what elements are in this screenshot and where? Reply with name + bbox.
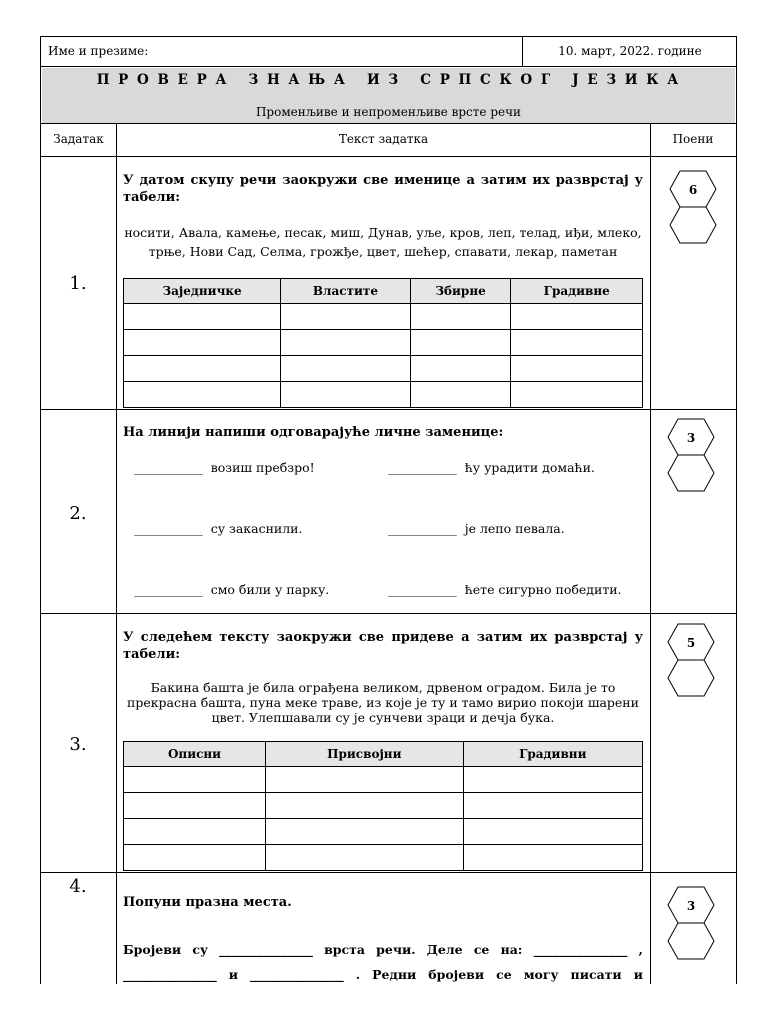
task2-item-1: [134, 460, 315, 475]
table-cell[interactable]: [124, 819, 266, 845]
task2-item-2: [388, 460, 595, 475]
item-text: је лепо певала.: [464, 521, 565, 536]
table-cell[interactable]: [463, 845, 642, 871]
table-cell[interactable]: [463, 793, 642, 819]
task3-para-2: прекрасна башта, пуна меке траве, из које је ту и тамо вирио покоји шарени: [127, 695, 639, 710]
task1-instruction: У датом скупу речи заокружи све именице а затим их разврстај у табели:: [123, 173, 643, 205]
word: на:: [500, 942, 523, 957]
table-cell[interactable]: [281, 356, 411, 382]
task3-col-possessive: Присвојни: [266, 742, 464, 767]
blank-line[interactable]: _______________: [123, 967, 217, 982]
task4-number: 4.: [69, 876, 87, 897]
word: .: [355, 967, 361, 982]
task4-row-2: [123, 967, 643, 982]
table-cell[interactable]: [266, 819, 464, 845]
table-cell[interactable]: [124, 767, 266, 793]
table-cell[interactable]: [410, 304, 511, 330]
task1-col-material: Градивне: [511, 279, 643, 304]
task1-words-2: трње, Нови Сад, Селма, грожђе, цвет, шећер, спавати, лекар, паметан: [148, 244, 618, 259]
table-cell[interactable]: [266, 767, 464, 793]
task1-number: 1.: [69, 273, 87, 294]
word: и: [633, 967, 643, 982]
task1-col-proper: Властите: [281, 279, 411, 304]
task2-item-4: [388, 521, 565, 536]
task3-instruction: У следећем тексту заокружи све придеве а затим их разврстај у табели:: [123, 630, 643, 662]
table-row: [124, 330, 643, 356]
table-cell[interactable]: [511, 330, 643, 356]
task2-points-hexagons: [666, 417, 716, 493]
table-cell[interactable]: [281, 304, 411, 330]
word: врста: [324, 942, 365, 957]
frame-top: [40, 36, 737, 37]
task1-points-hexagons: [668, 169, 718, 245]
task2-number: 2.: [69, 503, 87, 524]
item-text: возиш пребзро!: [210, 460, 315, 475]
word: се: [496, 967, 512, 982]
word: Бројеви: [123, 942, 182, 957]
task3-table: [123, 741, 643, 871]
table-cell[interactable]: [124, 356, 281, 382]
header-bottom-line: [40, 156, 737, 157]
blank-line[interactable]: ___________: [134, 521, 203, 536]
table-cell[interactable]: [124, 845, 266, 871]
item-text: смо били у парку.: [210, 582, 330, 597]
task4-points: 3: [686, 899, 696, 913]
task2-item-6: [388, 582, 622, 597]
name-label: Име и презиме:: [48, 44, 149, 58]
task1-table: [123, 278, 643, 408]
table-cell[interactable]: [410, 356, 511, 382]
blank-line[interactable]: _______________: [250, 967, 344, 982]
blank-line[interactable]: ___________: [388, 582, 457, 597]
blank-line[interactable]: ___________: [134, 460, 203, 475]
task3-para-1: Бакина башта је била ограђена великом, дрвеном оградом. Била је то: [150, 680, 616, 695]
word: Деле: [426, 942, 463, 957]
col-line-2: [650, 123, 651, 984]
table-cell[interactable]: [266, 845, 464, 871]
task2-points: 3: [686, 431, 696, 445]
word: могу: [523, 967, 559, 982]
task3-points: 5: [686, 636, 696, 650]
title-bottom-line: [40, 123, 737, 124]
table-cell[interactable]: [410, 382, 511, 408]
table-row: [124, 819, 643, 845]
word: се: [473, 942, 490, 957]
table-cell[interactable]: [511, 382, 643, 408]
item-text: су закаснили.: [210, 521, 303, 536]
col-task-header: Задатак: [53, 132, 104, 146]
row-divider: [40, 66, 737, 67]
col-points-header: Поени: [672, 132, 714, 146]
title-box: [42, 68, 735, 123]
blank-line[interactable]: _______________: [533, 942, 628, 957]
date: 10. март, 2022. године: [558, 44, 702, 58]
table-cell[interactable]: [281, 330, 411, 356]
task1-points: 6: [688, 183, 698, 197]
task1-col-common: Заједничке: [124, 279, 281, 304]
table-cell[interactable]: [463, 819, 642, 845]
task3-col-descriptive: Описни: [124, 742, 266, 767]
task4-points-hexagons: [666, 885, 716, 961]
task3-col-material: Градивни: [463, 742, 642, 767]
table-row: [124, 356, 643, 382]
blank-line[interactable]: ___________: [388, 521, 457, 536]
task3-points-hexagons: [666, 622, 716, 698]
table-row: [124, 304, 643, 330]
word: писати: [570, 967, 622, 982]
page-title: П Р О В Е Р А З Н А Њ А И З С Р П С К О Г Ј Е З И К А: [96, 72, 681, 88]
word: бројеви: [428, 967, 485, 982]
task4-instruction: Попуни празна места.: [123, 895, 292, 910]
task2-item-3: [134, 521, 302, 536]
word: и: [228, 967, 239, 982]
blank-line[interactable]: ___________: [134, 582, 203, 597]
blank-line[interactable]: _______________: [219, 942, 313, 957]
table-row: [124, 793, 643, 819]
task3-para-3: цвет. Улепшавали су је сунчеви зраци и дечја бука.: [211, 710, 555, 725]
table-cell[interactable]: [266, 793, 464, 819]
task1-words-1: носити, Авала, камење, песак, миш, Дунав, уље, кров, леп, телад, иђи, млеко,: [124, 225, 642, 240]
table-cell[interactable]: [410, 330, 511, 356]
blank-line[interactable]: ___________: [388, 460, 457, 475]
table-row: [124, 845, 643, 871]
task1-col-collective: Збирне: [410, 279, 511, 304]
word: су: [192, 942, 208, 957]
table-cell[interactable]: [463, 767, 642, 793]
page-subtitle: Променљиве и непроменљиве врсте речи: [255, 105, 522, 119]
task2-instruction: На линији напиши одговарајуће личне заменице:: [123, 425, 504, 440]
task3-bottom-line: [40, 872, 737, 873]
task2-bottom-line: [40, 613, 737, 614]
table-cell[interactable]: [124, 382, 281, 408]
word: ,: [638, 942, 643, 957]
word: речи.: [376, 942, 416, 957]
task2-item-5: [134, 582, 329, 597]
frame-right: [736, 36, 737, 984]
col-text-header: Текст задатка: [338, 132, 429, 146]
table-cell[interactable]: [124, 304, 281, 330]
word: Редни: [372, 967, 417, 982]
col-line-1: [116, 123, 117, 984]
task3-number: 3.: [69, 734, 87, 755]
table-cell[interactable]: [124, 793, 266, 819]
task4-row-1: [123, 942, 643, 957]
item-text: ћете сигурно победити.: [464, 582, 622, 597]
item-text: ћу урадити домаћи.: [464, 460, 595, 475]
table-cell[interactable]: [511, 356, 643, 382]
table-cell[interactable]: [511, 304, 643, 330]
table-cell[interactable]: [124, 330, 281, 356]
task1-bottom-line: [40, 409, 737, 410]
date-divider: [522, 36, 523, 66]
table-row: [124, 382, 643, 408]
table-cell[interactable]: [281, 382, 411, 408]
table-row: [124, 767, 643, 793]
